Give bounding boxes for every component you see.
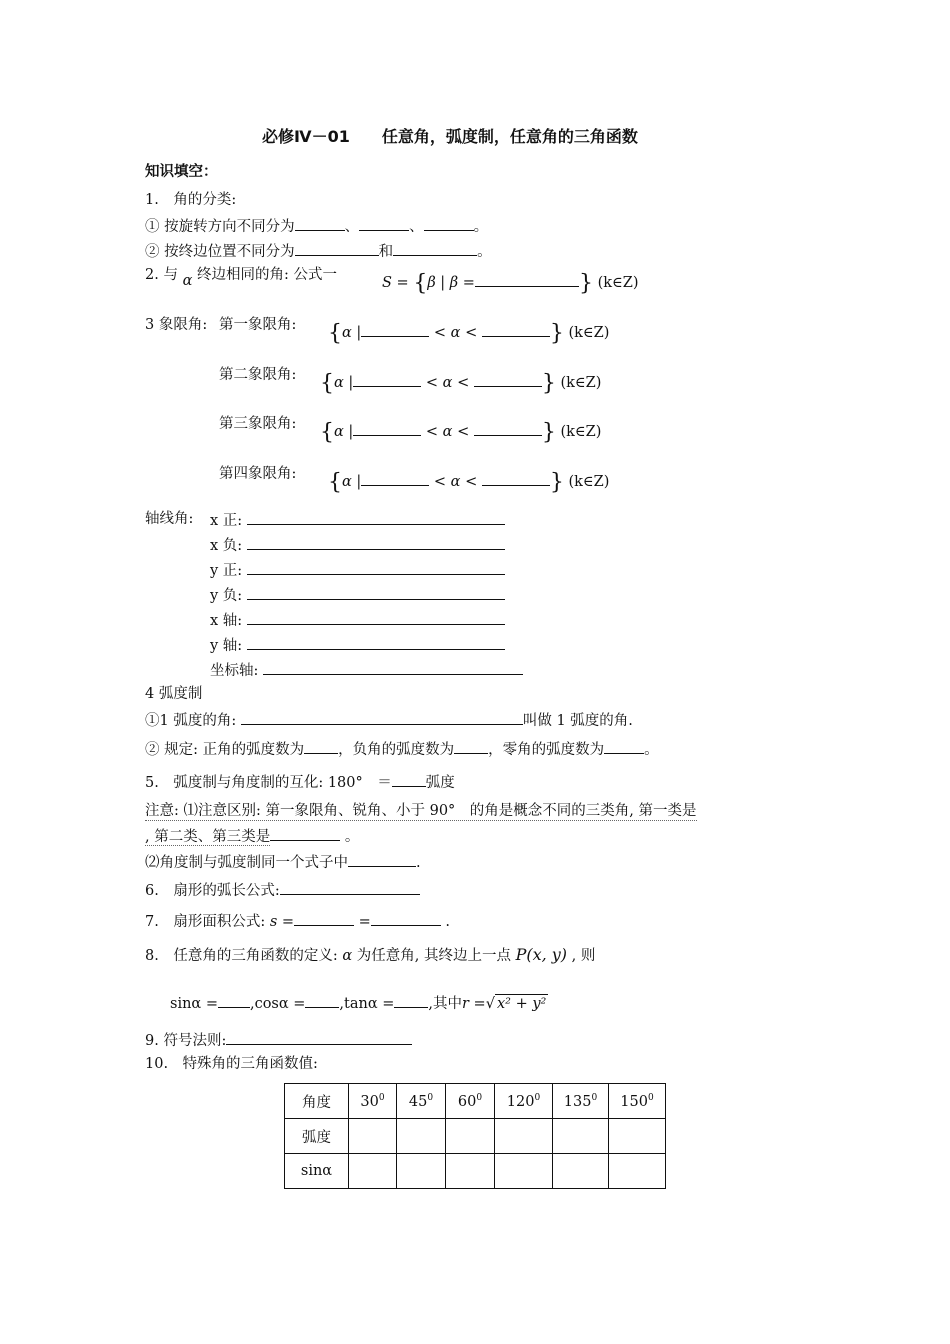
q4-line2-c: ，零角的弧度数为 [488, 742, 605, 758]
answer-blank[interactable] [474, 372, 542, 387]
answer-blank[interactable] [353, 372, 421, 387]
quadrant-row-1 [328, 321, 610, 346]
note-line3-a: ⑵角度制与弧度制同一个式子中 [145, 855, 348, 871]
k-in-z: (k∈Z) [560, 375, 602, 391]
header-cell [553, 1084, 609, 1119]
answer-blank[interactable] [361, 322, 429, 337]
q6-text: 6. 扇形的弧长公式: [145, 883, 280, 899]
degree-sup: 0 [476, 1092, 483, 1103]
note-line1: 注意: ⑴注意区别: 第一象限角、锐角、小于 90° 的角是概念不同的三类角, 第一类是 [145, 803, 697, 819]
radicand: x² + y² [496, 996, 547, 1012]
left-brace: { [320, 420, 334, 445]
lt-alpha-lt: < α < [425, 424, 470, 440]
table-cell[interactable] [495, 1119, 553, 1154]
answer-blank[interactable] [424, 216, 474, 231]
lt-alpha-lt: < α < [425, 375, 470, 391]
axis-item [210, 585, 505, 605]
answer-blank[interactable] [304, 739, 338, 754]
answer-blank[interactable] [226, 1030, 412, 1045]
period: 。 [473, 219, 489, 235]
table-cell[interactable] [397, 1119, 446, 1154]
table-cell[interactable] [397, 1154, 446, 1189]
alpha-bar: α | [334, 375, 354, 391]
table-cell[interactable] [553, 1119, 609, 1154]
row-label: sinα [285, 1154, 349, 1189]
period: . [445, 914, 451, 930]
header-value: 120 [506, 1093, 535, 1110]
left-brace: { [328, 470, 342, 495]
axis-coord [210, 660, 523, 680]
quadrant-row-3-label: 第三象限角: [219, 416, 297, 432]
table-cell[interactable] [553, 1154, 609, 1189]
sep: 、 [409, 219, 424, 235]
quadrant-row-4-label: 第四象限角: [219, 466, 297, 482]
lt-alpha-lt: < α < [433, 474, 478, 490]
q1-label: 1. 角的分类: [145, 192, 237, 208]
note-line2-a: , 第二类、第三类是 [145, 829, 271, 845]
answer-blank[interactable] [295, 216, 345, 231]
quadrant-row-3 [320, 420, 602, 445]
page-title: 必修Ⅳ－01 任意角，弧度制，任意角的三角函数 [262, 127, 638, 146]
quadrant-row-2 [320, 371, 602, 396]
answer-blank[interactable] [263, 660, 523, 675]
degree-sup: 0 [591, 1092, 598, 1103]
q1-line2-text: ② 按终边位置不同分为 [145, 244, 295, 260]
answer-blank[interactable] [482, 471, 550, 486]
period: . [416, 855, 421, 871]
q3-label: 3 象限角: [145, 317, 208, 333]
left-brace: { [320, 371, 334, 396]
axis-item-label: y 负: [210, 588, 243, 604]
q7-text: 7. 扇形面积公式: [145, 914, 266, 930]
answer-blank[interactable] [294, 911, 354, 926]
q8-text-a: 8. 任意角的三角函数的定义: [145, 948, 338, 964]
answer-blank[interactable] [305, 993, 339, 1008]
left-brace: { [413, 271, 428, 296]
answer-blank[interactable] [247, 610, 505, 625]
q2-text: 终边相同的角: 公式一 [196, 267, 337, 283]
answer-blank[interactable] [218, 993, 250, 1008]
q5-text-b: 弧度 [425, 775, 455, 791]
answer-blank[interactable] [394, 993, 428, 1008]
header-value: 45 [408, 1093, 428, 1110]
quadrant-row-2-label: 第二象限角: [219, 367, 297, 383]
alpha-bar: α | [342, 325, 362, 341]
header-cell [446, 1084, 495, 1119]
sep: 、 [344, 219, 360, 235]
q1-line2 [145, 241, 492, 261]
q9-line [145, 1030, 412, 1050]
table-cell[interactable] [349, 1154, 397, 1189]
header-value: 60 [457, 1093, 477, 1110]
table-row [285, 1119, 666, 1154]
sqrt-sign: √ [485, 996, 495, 1012]
answer-blank[interactable] [280, 880, 420, 895]
degree-sup: 0 [534, 1092, 541, 1103]
right-brace: } [541, 420, 556, 445]
answer-blank[interactable] [482, 322, 550, 337]
header-cell [495, 1084, 553, 1119]
k-in-z: (k∈Z) [597, 275, 639, 291]
q4-line1-post: 叫做 1 弧度的角. [522, 713, 633, 729]
right-brace: } [541, 371, 556, 396]
cos-eq: ,cosα = [249, 996, 306, 1012]
left-brace: { [328, 321, 342, 346]
lt-alpha-lt: < α < [433, 325, 478, 341]
quadrant-row-1-label: 第一象限角: [219, 317, 297, 333]
answer-blank[interactable] [454, 739, 488, 754]
header-angle: 角度 [285, 1084, 349, 1119]
tan-eq: ,tanα = [339, 996, 395, 1012]
answer-blank[interactable] [348, 852, 416, 867]
axis-item-label: x 正: [210, 513, 243, 529]
answer-blank[interactable] [247, 635, 505, 650]
q8-text-b: 为任意角, 其终边上一点 [356, 948, 511, 964]
formula-s: S = [382, 275, 409, 291]
trig-values-table [284, 1083, 666, 1189]
point-p: P(x, y) [515, 945, 568, 964]
axis-item [210, 560, 505, 580]
degree-sup: 0 [427, 1092, 434, 1103]
answer-blank[interactable] [247, 510, 505, 525]
and-text: 和 [378, 244, 394, 260]
header-value: 150 [620, 1093, 648, 1110]
axis-item [210, 510, 505, 530]
axis-item-label: x 负: [210, 538, 243, 554]
table-cell[interactable] [495, 1154, 553, 1189]
axis-label: 轴线角: [145, 511, 194, 527]
answer-blank[interactable] [270, 826, 340, 841]
q8-line1 [145, 946, 595, 965]
q2-label-text: 2. 与 [145, 267, 178, 283]
note-line3 [145, 852, 421, 872]
q8-line2 [170, 993, 548, 1013]
table-row [285, 1154, 666, 1189]
q2-formula [382, 271, 639, 296]
answer-blank[interactable] [371, 911, 441, 926]
q1-line1 [145, 216, 488, 236]
answer-blank[interactable] [393, 241, 477, 256]
answer-blank[interactable] [475, 272, 579, 287]
period: 。 [644, 742, 659, 758]
axis-item [210, 635, 505, 655]
axis-coord-label: 坐标轴: [210, 663, 259, 679]
q8-text-c: , 则 [571, 948, 596, 964]
q5-text-a: 5. 弧度制与角度制的互化: 180° ＝ [145, 775, 392, 791]
header-cell [397, 1084, 446, 1119]
header-cell [349, 1084, 397, 1119]
axis-item-label: y 轴: [210, 638, 243, 654]
q7-line [145, 911, 450, 931]
answer-blank[interactable] [247, 585, 505, 600]
alpha-bar: α | [342, 474, 362, 490]
header-value: 30 [360, 1093, 379, 1110]
q4-line2-a: ② 规定: 正角的弧度数为 [145, 742, 305, 758]
s-eq: s = [269, 914, 295, 930]
k-in-z: (k∈Z) [568, 325, 610, 341]
q9-text: 9. 符号法则: [145, 1033, 227, 1049]
alpha-symbol: α [342, 948, 353, 964]
period: 。 [344, 829, 360, 845]
r-eq: r = [462, 996, 486, 1012]
header-value: 135 [563, 1093, 592, 1110]
formula-beta: β | β = [427, 275, 475, 291]
alpha-symbol: α [182, 273, 193, 289]
table-header-row [285, 1084, 666, 1119]
quadrant-row-4 [328, 470, 610, 495]
degree-sup: 0 [647, 1092, 654, 1103]
q4-line1-pre: ①1 弧度的角: [145, 713, 237, 729]
table-cell[interactable] [609, 1154, 666, 1189]
row-label: 弧度 [285, 1119, 349, 1154]
right-brace: } [578, 271, 593, 296]
right-brace: } [549, 321, 564, 346]
axis-item [210, 610, 505, 630]
eq: = [358, 914, 371, 930]
q4-line1 [145, 710, 633, 730]
table-cell[interactable] [609, 1119, 666, 1154]
where-text: ,其中 [428, 996, 463, 1012]
answer-blank[interactable] [295, 241, 379, 256]
q2-label [145, 266, 337, 289]
answer-blank[interactable] [392, 772, 426, 787]
q4-label: 4 弧度制 [145, 686, 203, 702]
section-heading: 知识填空： [145, 164, 218, 180]
q1-line1-text: ① 按旋转方向不同分为 [145, 219, 295, 235]
k-in-z: (k∈Z) [568, 474, 610, 490]
k-in-z: (k∈Z) [560, 424, 602, 440]
axis-item [210, 535, 505, 555]
degree-sup: 0 [378, 1092, 385, 1103]
axis-item-label: y 正: [210, 563, 243, 579]
right-brace: } [549, 470, 564, 495]
answer-blank[interactable] [241, 710, 523, 725]
answer-blank[interactable] [604, 739, 644, 754]
q10-text: 10. 特殊角的三角函数值: [145, 1056, 318, 1072]
answer-blank[interactable] [353, 421, 421, 436]
note-line2 [145, 826, 359, 846]
table-cell[interactable] [446, 1154, 495, 1189]
alpha-bar: α | [334, 424, 354, 440]
answer-blank[interactable] [247, 560, 505, 575]
answer-blank[interactable] [247, 535, 505, 550]
answer-blank[interactable] [474, 421, 542, 436]
q6-line [145, 880, 420, 900]
table-cell[interactable] [349, 1119, 397, 1154]
answer-blank[interactable] [359, 216, 409, 231]
header-cell [609, 1084, 666, 1119]
q5-line [145, 772, 455, 792]
axis-item-label: x 轴: [210, 613, 243, 629]
q4-line2 [145, 739, 659, 759]
table-cell[interactable] [446, 1119, 495, 1154]
answer-blank[interactable] [361, 471, 429, 486]
sin-eq: sinα = [170, 996, 218, 1012]
period: 。 [477, 244, 492, 260]
q4-line2-b: ，负角的弧度数为 [338, 742, 455, 758]
